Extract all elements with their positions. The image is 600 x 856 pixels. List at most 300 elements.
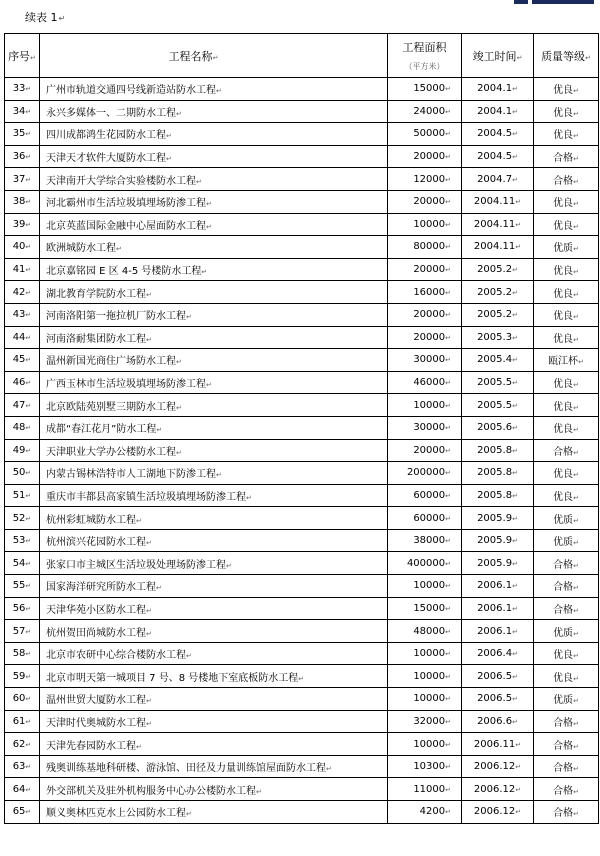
paragraph-mark-icon: ↵ (326, 765, 332, 774)
paragraph-mark-icon: ↵ (25, 763, 32, 772)
paragraph-mark-icon: ↵ (25, 785, 32, 794)
row-area: 38000↵ (388, 529, 462, 552)
paragraph-mark-icon: ↵ (206, 381, 212, 390)
paragraph-mark-icon: ↵ (515, 243, 522, 252)
row-project-name: 北京嘉铭园 E 区 4-5 号楼防水工程↵ (40, 258, 388, 281)
paragraph-mark-icon: ↵ (216, 87, 222, 96)
table-row (5, 755, 599, 778)
row-completion-date: 2006.12↵ (462, 755, 534, 778)
table-row (5, 213, 599, 236)
paragraph-mark-icon: ↵ (573, 719, 579, 728)
page-edge-mark (532, 0, 594, 4)
row-completion-date: 2004.11↵ (462, 190, 534, 213)
row-completion-date: 2005.5↵ (462, 371, 534, 394)
paragraph-mark-icon: ↵ (136, 516, 142, 525)
paragraph-mark-icon: ↵ (512, 604, 518, 613)
paragraph-mark-icon: ↵ (25, 85, 32, 94)
table-row (5, 416, 599, 439)
row-completion-date: 2005.4↵ (462, 349, 534, 372)
row-completion-date: 2005.8↵ (462, 462, 534, 485)
paragraph-mark-icon: ↵ (573, 765, 579, 774)
row-project-name: 重庆市丰都县高家镇生活垃圾填埋场防渗工程↵ (40, 484, 388, 507)
table-row (5, 597, 599, 620)
row-area: 50000↵ (388, 123, 462, 146)
row-completion-date: 2005.9↵ (462, 507, 534, 530)
table-row (5, 552, 599, 575)
paragraph-mark-icon: ↵ (515, 220, 522, 229)
table-row (5, 575, 599, 598)
paragraph-mark-icon: ↵ (573, 222, 579, 231)
paragraph-mark-icon: ↵ (573, 109, 579, 118)
row-index: 59↵ (5, 665, 40, 688)
header-area (388, 34, 462, 78)
row-quality: 合格↵ (534, 778, 599, 801)
paragraph-mark-icon: ↵ (512, 107, 518, 116)
table-row (5, 326, 599, 349)
table-row (5, 371, 599, 394)
row-index: 45↵ (5, 349, 40, 372)
row-project-name: 残奥训练基地科研楼、游泳馆、田径及力量训练馆屋面防水工程↵ (40, 755, 388, 778)
row-quality: 优良↵ (534, 258, 599, 281)
row-index: 52↵ (5, 507, 40, 530)
row-completion-date: 2004.5↵ (462, 145, 534, 168)
row-completion-date: 2006.12↵ (462, 801, 534, 824)
table-row (5, 733, 599, 756)
row-project-name: 河南洛阳第一拖拉机厂防水工程↵ (40, 303, 388, 326)
paragraph-mark-icon: ↵ (512, 650, 518, 659)
row-area: 20000↵ (388, 326, 462, 349)
paragraph-mark-icon: ↵ (206, 200, 212, 209)
paragraph-mark-icon: ↵ (512, 695, 518, 704)
paragraph-mark-icon: ↵ (146, 697, 152, 706)
row-project-name: 天津华苑小区防水工程↵ (40, 597, 388, 620)
paragraph-mark-icon: ↵ (573, 539, 579, 548)
paragraph-mark-icon: ↵ (512, 559, 518, 568)
row-completion-date: 2006.12↵ (462, 778, 534, 801)
row-project-name: 永兴多媒体一、二期防水工程↵ (40, 100, 388, 123)
row-area: 60000↵ (388, 507, 462, 530)
row-completion-date: 2004.11↵ (462, 236, 534, 259)
table-row (5, 642, 599, 665)
paragraph-mark-icon: ↵ (573, 810, 579, 819)
paragraph-mark-icon: ↵ (25, 627, 32, 636)
row-area: 24000↵ (388, 100, 462, 123)
row-area: 15000↵ (388, 597, 462, 620)
paragraph-mark-icon: ↵ (573, 268, 579, 277)
row-completion-date: 2004.5↵ (462, 123, 534, 146)
paragraph-mark-icon: ↵ (573, 697, 579, 706)
paragraph-mark-icon: ↵ (25, 491, 32, 500)
paragraph-mark-icon: ↵ (201, 268, 208, 277)
paragraph-mark-icon: ↵ (186, 810, 192, 819)
paragraph-mark-icon: ↵ (146, 335, 152, 344)
row-quality: 优质↵ (534, 688, 599, 711)
row-project-name: 广西玉林市生活垃圾填埋场防渗工程↵ (40, 371, 388, 394)
paragraph-mark-icon: ↵ (156, 426, 163, 435)
paragraph-mark-icon: ↵ (573, 516, 579, 525)
row-quality: 合格↵ (534, 575, 599, 598)
paragraph-mark-icon: ↵ (25, 446, 32, 455)
row-quality: 优良↵ (534, 303, 599, 326)
paragraph-mark-icon: ↵ (25, 107, 32, 116)
paragraph-mark-icon: ↵ (515, 785, 522, 794)
paragraph-mark-icon: ↵ (512, 469, 518, 478)
row-area: 20000↵ (388, 190, 462, 213)
row-index: 34↵ (5, 100, 40, 123)
paragraph-mark-icon: ↵ (256, 787, 262, 796)
paragraph-mark-icon: ↵ (512, 356, 518, 365)
paragraph-mark-icon: ↵ (25, 604, 32, 613)
paragraph-mark-icon: ↵ (573, 629, 579, 638)
paragraph-mark-icon: ↵ (445, 491, 451, 500)
paragraph-mark-icon: ↵ (445, 243, 451, 252)
row-project-name: 河北霸州市生活垃圾填埋场防渗工程↵ (40, 190, 388, 213)
paragraph-mark-icon: ↵ (512, 266, 518, 275)
row-area: 20000↵ (388, 303, 462, 326)
row-project-name: 内蒙古锡林浩特市人工湖地下防渗工程↵ (40, 462, 388, 485)
paragraph-mark-icon: ↵ (515, 740, 522, 749)
row-area: 30000↵ (388, 349, 462, 372)
row-index: 41↵ (5, 258, 40, 281)
table-row (5, 507, 599, 530)
paragraph-mark-icon: ↵ (176, 403, 182, 412)
row-area: 60000↵ (388, 484, 462, 507)
paragraph-mark-icon: ↵ (445, 604, 451, 613)
paragraph-mark-icon: ↵ (445, 672, 451, 681)
paragraph-mark-icon: ↵ (573, 674, 579, 683)
paragraph-mark-icon: ↵ (573, 200, 579, 209)
row-index: 35↵ (5, 123, 40, 146)
header-name: 工程名称↵ (40, 34, 388, 78)
row-area: 10000↵ (388, 688, 462, 711)
paragraph-mark-icon: ↵ (512, 446, 518, 455)
row-quality: 合格↵ (534, 552, 599, 575)
row-quality: 优质↵ (534, 529, 599, 552)
row-project-name: 北京英蓝国际金融中心屋面防水工程↵ (40, 213, 388, 236)
row-area: 20000↵ (388, 439, 462, 462)
paragraph-mark-icon: ↵ (573, 606, 579, 615)
paragraph-mark-icon: ↵ (445, 446, 451, 455)
paragraph-mark-icon: ↵ (445, 559, 451, 568)
paragraph-mark-icon: ↵ (573, 245, 579, 254)
table-header-row (5, 34, 599, 78)
row-quality: 合格↵ (534, 439, 599, 462)
row-completion-date: 2006.1↵ (462, 620, 534, 643)
row-index: 63↵ (5, 755, 40, 778)
page-edge-mark (514, 0, 528, 4)
paragraph-mark-icon: ↵ (25, 582, 32, 591)
row-project-name: 杭州贺田尚城防水工程↵ (40, 620, 388, 643)
paragraph-mark-icon: ↵ (445, 85, 451, 94)
paragraph-mark-icon: ↵ (116, 245, 122, 254)
paragraph-mark-icon: ↵ (25, 672, 32, 681)
paragraph-mark-icon: ↵ (445, 333, 451, 342)
row-index: 55↵ (5, 575, 40, 598)
row-area: 80000↵ (388, 236, 462, 259)
row-project-name: 湖北教育学院防水工程↵ (40, 281, 388, 304)
paragraph-mark-icon: ↵ (445, 198, 451, 207)
row-project-name: 天津时代奥城防水工程↵ (40, 710, 388, 733)
paragraph-mark-icon: ↵ (445, 401, 451, 410)
paragraph-mark-icon: ↵ (573, 742, 579, 751)
row-project-name: 成都“春江花月”防水工程↵ (40, 416, 388, 439)
row-area: 10000↵ (388, 213, 462, 236)
row-area: 15000↵ (388, 78, 462, 101)
row-quality: 合格↵ (534, 597, 599, 620)
table-row (5, 78, 599, 101)
row-completion-date: 2006.11↵ (462, 733, 534, 756)
paragraph-mark-icon: ↵ (445, 469, 451, 478)
paragraph-mark-icon: ↵ (573, 290, 579, 299)
row-index: 38↵ (5, 190, 40, 213)
paragraph-mark-icon: ↵ (512, 85, 518, 94)
row-quality: 优良↵ (534, 484, 599, 507)
paragraph-mark-icon: ↵ (25, 243, 32, 252)
row-area: 11000↵ (388, 778, 462, 801)
paragraph-mark-icon: ↵ (512, 491, 518, 500)
paragraph-mark-icon: ↵ (25, 356, 32, 365)
row-index: 64↵ (5, 778, 40, 801)
paragraph-mark-icon: ↵ (573, 584, 579, 593)
table-row (5, 168, 599, 191)
paragraph-mark-icon: ↵ (445, 695, 451, 704)
paragraph-mark-icon: ↵ (445, 107, 451, 116)
row-project-name: 天津南开大学综合实验楼防水工程↵ (40, 168, 388, 191)
paragraph-mark-icon: ↵ (25, 153, 32, 162)
paragraph-mark-icon: ↵ (445, 266, 451, 275)
paragraph-mark-icon: ↵ (573, 132, 579, 141)
row-completion-date: 2005.8↵ (462, 484, 534, 507)
paragraph-mark-icon: ↵ (573, 313, 579, 322)
row-index: 49↵ (5, 439, 40, 462)
row-index: 36↵ (5, 145, 40, 168)
row-completion-date: 2005.9↵ (462, 529, 534, 552)
table-row (5, 303, 599, 326)
row-completion-date: 2006.4↵ (462, 642, 534, 665)
row-area: 10000↵ (388, 733, 462, 756)
row-quality: 优良↵ (534, 371, 599, 394)
paragraph-mark-icon: ↵ (176, 448, 182, 457)
paragraph-mark-icon: ↵ (573, 381, 579, 390)
table-row (5, 710, 599, 733)
paragraph-mark-icon: ↵ (445, 763, 451, 772)
table-row (5, 439, 599, 462)
row-area: 200000↵ (388, 462, 462, 485)
row-index: 56↵ (5, 597, 40, 620)
row-area: 4200↵ (388, 801, 462, 824)
paragraph-mark-icon: ↵ (573, 493, 579, 502)
paragraph-mark-icon: ↵ (445, 785, 451, 794)
row-quality: 优良↵ (534, 416, 599, 439)
project-table (4, 33, 599, 824)
paragraph-mark-icon: ↵ (136, 742, 142, 751)
paragraph-mark-icon: ↵ (25, 559, 32, 568)
paragraph-mark-icon: ↵ (25, 808, 32, 817)
row-project-name: 北京市农研中心综合楼防水工程↵ (40, 642, 388, 665)
row-area: 46000↵ (388, 371, 462, 394)
row-index: 61↵ (5, 710, 40, 733)
paragraph-mark-icon: ↵ (445, 175, 451, 184)
header-date: 竣工时间↵ (462, 34, 534, 78)
row-quality: 优良↵ (534, 281, 599, 304)
paragraph-mark-icon: ↵ (573, 561, 579, 570)
paragraph-mark-icon: ↵ (573, 652, 579, 661)
row-completion-date: 2006.1↵ (462, 597, 534, 620)
paragraph-mark-icon: ↵ (445, 220, 451, 229)
row-quality: 优质↵ (534, 620, 599, 643)
row-completion-date: 2006.1↵ (462, 575, 534, 598)
paragraph-mark-icon: ↵ (445, 627, 451, 636)
paragraph-mark-icon: ↵ (166, 132, 172, 141)
paragraph-mark-icon: ↵ (573, 155, 579, 164)
table-row (5, 778, 599, 801)
paragraph-mark-icon: ↵ (176, 358, 182, 367)
paragraph-mark-icon: ↵ (25, 130, 32, 139)
paragraph-mark-icon: ↵ (246, 493, 252, 502)
row-completion-date: 2004.1↵ (462, 100, 534, 123)
row-index: 37↵ (5, 168, 40, 191)
paragraph-mark-icon: ↵ (25, 650, 32, 659)
paragraph-mark-icon: ↵ (573, 787, 579, 796)
row-project-name: 顺义奥林匹克水上公园防水工程↵ (40, 801, 388, 824)
paragraph-mark-icon: ↵ (25, 695, 32, 704)
paragraph-mark-icon: ↵ (512, 379, 518, 388)
paragraph-mark-icon: ↵ (25, 424, 32, 433)
paragraph-mark-icon: ↵ (25, 175, 32, 184)
row-area: 32000↵ (388, 710, 462, 733)
table-row (5, 688, 599, 711)
table-row (5, 100, 599, 123)
row-quality: 优良↵ (534, 123, 599, 146)
paragraph-mark-icon: ↵ (445, 717, 451, 726)
paragraph-mark-icon: ↵ (515, 198, 522, 207)
paragraph-mark-icon: ↵ (445, 740, 451, 749)
table-row (5, 349, 599, 372)
paragraph-mark-icon: ↵ (196, 177, 202, 186)
paragraph-mark-icon: ↵ (445, 379, 451, 388)
table-row (5, 484, 599, 507)
paragraph-mark-icon: ↵ (25, 311, 32, 320)
top-edge (0, 0, 600, 8)
header-area-unit: （平方米） (404, 62, 445, 71)
paragraph-mark-icon: ↵ (445, 424, 451, 433)
row-quality: 合格↵ (534, 733, 599, 756)
row-quality: 优良↵ (534, 213, 599, 236)
paragraph-mark-icon: ↵ (176, 109, 182, 118)
row-index: 47↵ (5, 394, 40, 417)
row-quality: 合格↵ (534, 168, 599, 191)
paragraph-mark-icon: ↵ (445, 582, 451, 591)
row-completion-date: 2006.5↵ (462, 688, 534, 711)
paragraph-mark-icon: ↵ (512, 717, 518, 726)
paragraph-mark-icon: ↵ (25, 717, 32, 726)
row-index: 60↵ (5, 688, 40, 711)
row-quality: 合格↵ (534, 145, 599, 168)
paragraph-mark-icon: ↵ (445, 537, 451, 546)
paragraph-mark-icon: ↵ (156, 584, 162, 593)
row-project-name: 四川成都鸿生花园防水工程↵ (40, 123, 388, 146)
table-row (5, 145, 599, 168)
row-completion-date: 2005.5↵ (462, 394, 534, 417)
paragraph-mark-icon: ↵ (146, 606, 152, 615)
row-project-name: 天津职业大学办公楼防水工程↵ (40, 439, 388, 462)
row-index: 51↵ (5, 484, 40, 507)
paragraph-mark-icon: ↵ (512, 175, 518, 184)
row-quality: 瓯江杯↵ (534, 349, 599, 372)
paragraph-mark-icon: ↵ (445, 650, 451, 659)
paragraph-mark-icon: ↵ (512, 333, 518, 342)
paragraph-mark-icon: ↵ (512, 130, 518, 139)
paragraph-mark-icon: ↵ (512, 311, 518, 320)
paragraph-mark-icon: ↵ (578, 358, 584, 367)
paragraph-mark-icon: ↵ (445, 311, 451, 320)
paragraph-mark-icon: ↵ (206, 222, 212, 231)
row-completion-date: 2004.1↵ (462, 78, 534, 101)
row-quality: 优质↵ (534, 507, 599, 530)
row-project-name: 河南洛耐集团防水工程↵ (40, 326, 388, 349)
row-index: 50↵ (5, 462, 40, 485)
row-area: 12000↵ (388, 168, 462, 191)
row-area: 20000↵ (388, 145, 462, 168)
row-completion-date: 2006.5↵ (462, 665, 534, 688)
paragraph-mark-icon: ↵ (146, 290, 152, 299)
paragraph-mark-icon: ↵ (298, 674, 305, 683)
header-index: 序号↵ (5, 34, 40, 78)
paragraph-mark-icon: ↵ (216, 471, 222, 480)
row-index: 44↵ (5, 326, 40, 349)
paragraph-mark-icon: ↵ (25, 288, 32, 297)
paragraph-mark-icon: ↵ (166, 155, 172, 164)
row-index: 43↵ (5, 303, 40, 326)
paragraph-mark-icon: ↵ (146, 719, 152, 728)
row-quality: 优良↵ (534, 78, 599, 101)
row-index: 42↵ (5, 281, 40, 304)
row-quality: 优良↵ (534, 394, 599, 417)
row-project-name: 温州世贸大厦防水工程↵ (40, 688, 388, 711)
row-quality: 合格↵ (534, 710, 599, 733)
paragraph-mark-icon: ↵ (445, 288, 451, 297)
row-completion-date: 2005.3↵ (462, 326, 534, 349)
table-title (25, 9, 65, 25)
table-row (5, 236, 599, 259)
row-quality: 优质↵ (534, 236, 599, 259)
paragraph-mark-icon: ↵ (25, 198, 32, 207)
row-project-name: 外交部机关及驻外机构服务中心办公楼防水工程↵ (40, 778, 388, 801)
paragraph-mark-icon: ↵ (515, 763, 522, 772)
paragraph-mark-icon: ↵ (445, 808, 451, 817)
row-area: 10000↵ (388, 665, 462, 688)
row-index: 48↵ (5, 416, 40, 439)
paragraph-mark-icon: ↵ (445, 153, 451, 162)
paragraph-mark-icon: ↵ (146, 629, 152, 638)
paragraph-mark-icon: ↵ (573, 335, 579, 344)
row-project-name: 北京市明天第一城项目 7 号、8 号楼地下室底板防水工程↵ (40, 665, 388, 688)
row-completion-date: 2005.2↵ (462, 258, 534, 281)
row-area: 10000↵ (388, 394, 462, 417)
paragraph-mark-icon: ↵ (573, 403, 579, 412)
table-row (5, 394, 599, 417)
paragraph-mark-icon: ↵ (25, 220, 32, 229)
row-project-name: 广州市轨道交通四号线新造站防水工程↵ (40, 78, 388, 101)
row-completion-date: 2005.9↵ (462, 552, 534, 575)
paragraph-mark-icon: ↵ (573, 448, 579, 457)
row-index: 40↵ (5, 236, 40, 259)
paragraph-mark-icon: ↵ (512, 672, 518, 681)
table-row (5, 281, 599, 304)
table-row (5, 665, 599, 688)
row-index: 54↵ (5, 552, 40, 575)
table-row (5, 462, 599, 485)
